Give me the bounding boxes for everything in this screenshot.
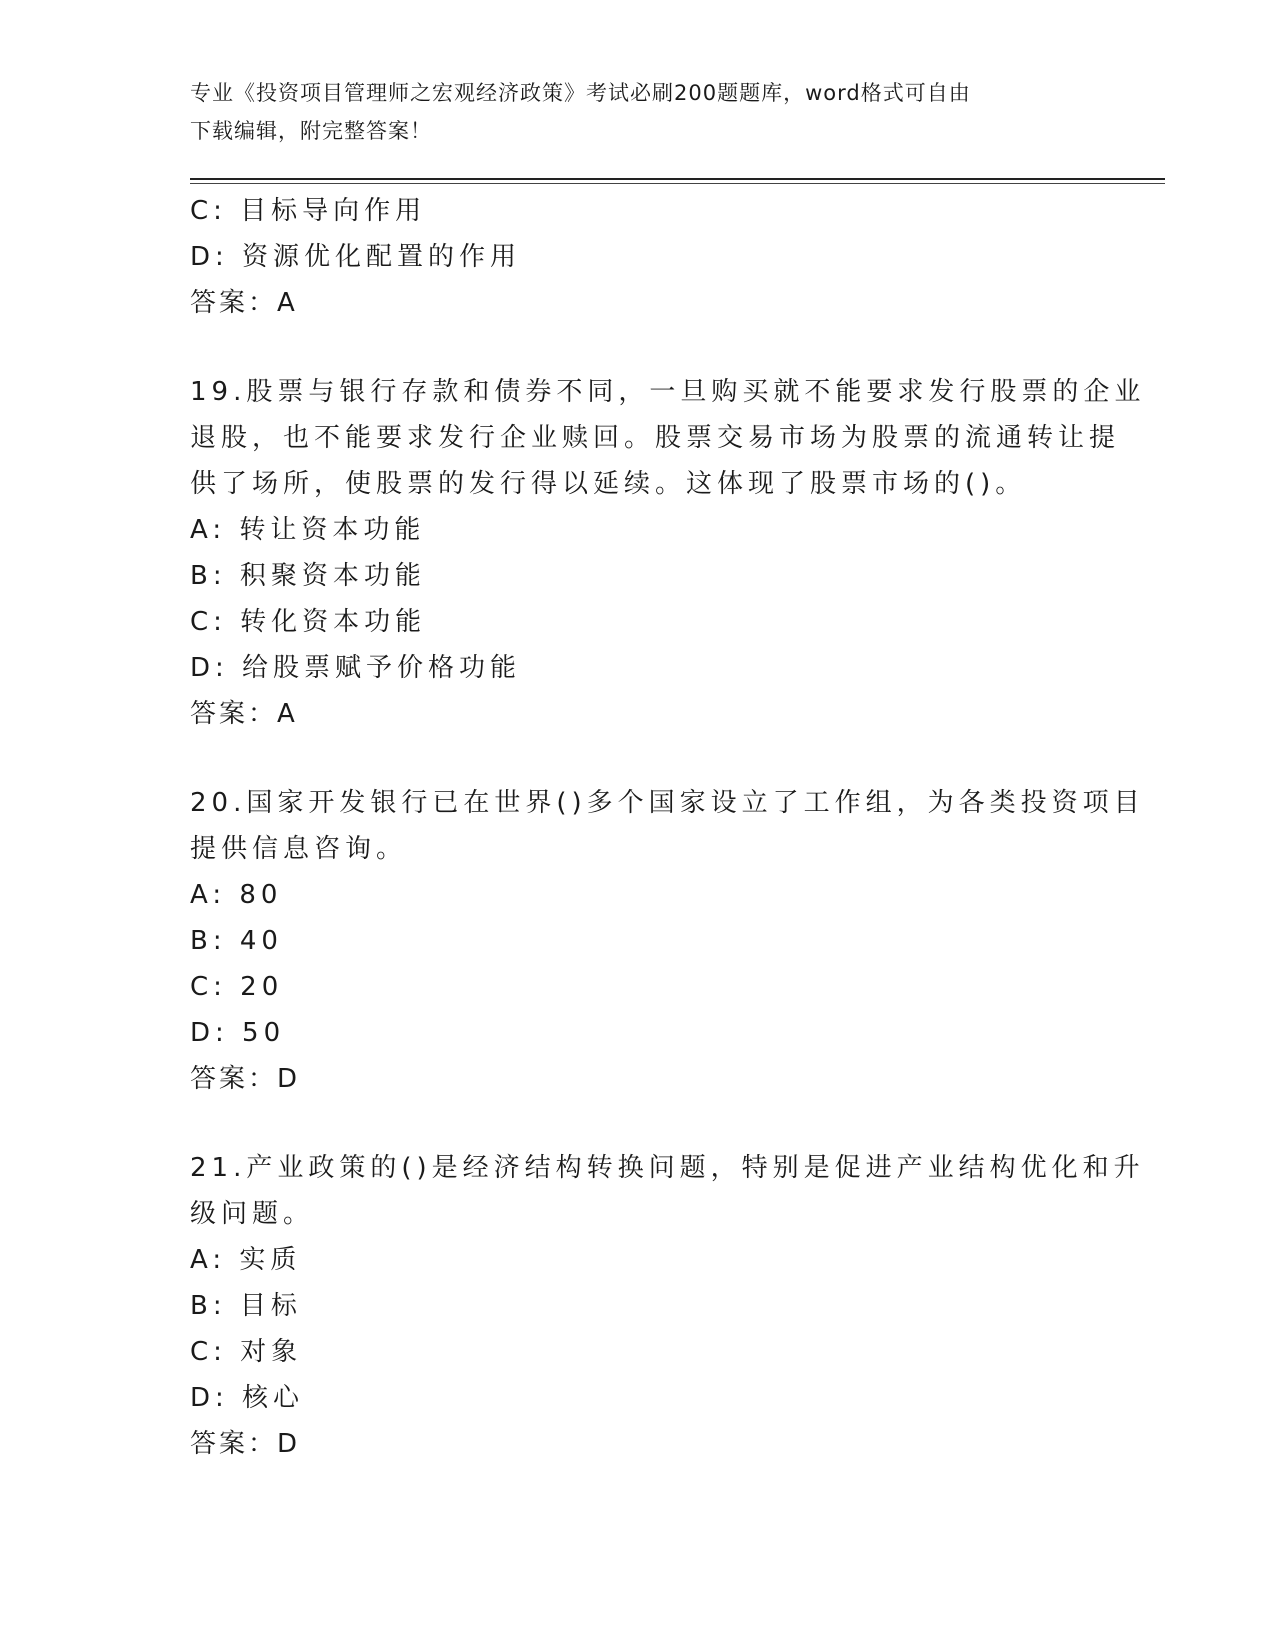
- option-c: C: 20: [190, 972, 284, 1002]
- header-divider-thick: [190, 178, 1165, 180]
- option-c: C: 转化资本功能: [190, 607, 427, 637]
- question-text-line: 级问题。: [190, 1199, 315, 1229]
- option-b: B: 积聚资本功能: [190, 561, 426, 591]
- option-c: C: 目标导向作用: [190, 196, 427, 226]
- header-divider-thin: [190, 183, 1165, 184]
- question-content: [190, 188, 1146, 1467]
- header-line-1: 专业《投资项目管理师之宏观经济政策》考试必刷200题题库，word格式可自由: [190, 81, 971, 105]
- option-d: D: 50: [190, 1018, 286, 1048]
- answer-line: 答案：A: [190, 699, 298, 729]
- option-a: A: 80: [190, 880, 283, 910]
- option-a: A: 转让资本功能: [190, 515, 426, 545]
- spacer: [190, 326, 1090, 369]
- question-text-line: 供了场所，使股票的发行得以延续。这体现了股票市场的()。: [190, 469, 1027, 499]
- answer-line: 答案：D: [190, 1429, 301, 1459]
- spacer: [190, 737, 1090, 780]
- question-20: [190, 780, 1145, 1102]
- option-c: C: 对象: [190, 1337, 303, 1367]
- option-b: B: 目标: [190, 1291, 302, 1321]
- question-text-line: 退股，也不能要求发行企业赎回。股票交易市场为股票的流通转让提: [190, 423, 1121, 453]
- answer-line: 答案：A: [190, 288, 298, 318]
- question-19: [190, 369, 1146, 737]
- answer-line: 答案：D: [190, 1064, 301, 1094]
- question-21: [190, 1145, 1145, 1467]
- header-line-2: 下载编辑，附完整答案！: [190, 119, 432, 143]
- option-a: A: 实质: [190, 1245, 302, 1275]
- option-d: D: 核心: [190, 1383, 305, 1413]
- option-d: D: 资源优化配置的作用: [190, 242, 522, 272]
- question-text-line: 提供信息咨询。: [190, 834, 408, 864]
- spacer: [190, 1102, 1090, 1145]
- document-header: [190, 74, 1090, 150]
- option-b: B: 40: [190, 926, 283, 956]
- question-text-line: 19.股票与银行存款和债券不同，一旦购买就不能要求发行股票的企业: [190, 377, 1146, 407]
- option-d: D: 给股票赋予价格功能: [190, 653, 522, 683]
- question-text-line: 21.产业政策的()是经济结构转换问题，特别是促进产业结构优化和升: [190, 1153, 1145, 1183]
- question-text-line: 20.国家开发银行已在世界()多个国家设立了工作组，为各类投资项目: [190, 788, 1145, 818]
- previous-question-tail: [190, 188, 1090, 326]
